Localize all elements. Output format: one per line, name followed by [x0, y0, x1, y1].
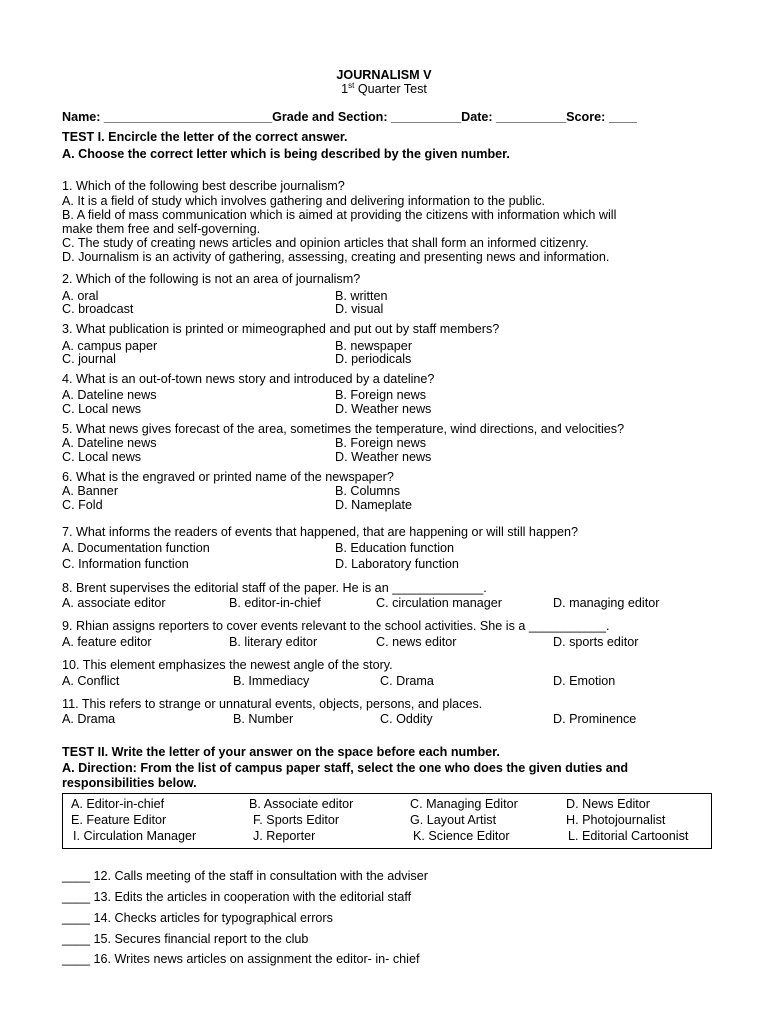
staff-option: C. Managing Editor [410, 797, 518, 811]
q8-option-a: A. associate editor [62, 596, 166, 610]
q7-option-a: A. Documentation function [62, 541, 210, 555]
staff-option: E. Feature Editor [71, 813, 167, 827]
q2-option-d: D. visual [335, 302, 384, 316]
q9-option-a: A. feature editor [62, 635, 152, 649]
test2-heading: TEST II. Write the letter of your answer on the space before each number. [62, 745, 500, 759]
q10-option-d: D. Emotion [553, 674, 616, 688]
q11-option-a: A. Drama [62, 712, 116, 726]
staff-option: H. Photojournalist [566, 813, 666, 827]
q3-option-b: B. newspaper [335, 339, 413, 353]
staff-option: G. Layout Artist [410, 813, 497, 827]
q8-option-b: B. editor-in-chief [229, 596, 321, 610]
q6-option-d: D. Nameplate [335, 498, 412, 512]
question-3: 3. What publication is printed or mimeographed and put out by staff members? [62, 322, 500, 336]
q5-option-a: A. Dateline news [62, 436, 157, 450]
duty-item-15: ____ 15. Secures financial report to the club [62, 932, 309, 946]
q9-option-c: C. news editor [376, 635, 457, 649]
q11-option-c: C. Oddity [380, 712, 433, 726]
q1-option-b: B. A field of mass communication which is aimed at providing the citizens with information which will [62, 208, 617, 222]
question-5: 5. What news gives forecast of the area, sometimes the temperature, wind directions, and velocities? [62, 422, 625, 436]
q7-option-c: C. Information function [62, 557, 189, 571]
q9-option-b: B. literary editor [229, 635, 318, 649]
q10-option-a: A. Conflict [62, 674, 120, 688]
question-11: 11. This refers to strange or unnatural events, objects, persons, and places. [62, 697, 483, 711]
test1-subheading: A. Choose the correct letter which is being described by the given number. [62, 147, 510, 161]
q10-option-b: B. Immediacy [233, 674, 310, 688]
question-7: 7. What informs the readers of events that happened, that are happening or will still happen? [62, 525, 578, 539]
exam-subtitle: 1st Quarter Test [341, 80, 427, 96]
q2-option-b: B. written [335, 289, 388, 303]
q5-option-d: D. Weather news [335, 450, 432, 464]
staff-option: B. Associate editor [249, 797, 354, 811]
staff-option: I. Circulation Manager [73, 829, 197, 843]
q1-option-a: A. It is a field of study which involves gathering and delivering information to the public. [62, 194, 546, 208]
staff-option: K. Science Editor [413, 829, 510, 843]
q6-option-a: A. Banner [62, 484, 119, 498]
q10-option-c: C. Drama [380, 674, 434, 688]
question-6: 6. What is the engraved or printed name of the newspaper? [62, 470, 394, 484]
q11-option-d: D. Prominence [553, 712, 637, 726]
q1-option-c: C. The study of creating news articles and opinion articles that shall form an informed citizenry. [62, 236, 589, 250]
q5-option-c: C. Local news [62, 450, 142, 464]
duty-item-14: ____ 14. Checks articles for typographical errors [62, 911, 333, 925]
duty-item-13: ____ 13. Edits the articles in cooperation with the editorial staff [62, 890, 412, 904]
staff-option: L. Editorial Cartoonist [568, 829, 689, 843]
question-9: 9. Rhian assigns reporters to cover events relevant to the school activities. She is a ___________. [62, 619, 610, 633]
question-2: 2. Which of the following is not an area of journalism? [62, 272, 361, 286]
q3-option-a: A. campus paper [62, 339, 158, 353]
q11-option-b: B. Number [233, 712, 294, 726]
staff-option: D. News Editor [566, 797, 650, 811]
q5-option-b: B. Foreign news [335, 436, 426, 450]
q4-option-d: D. Weather news [335, 402, 432, 416]
q6-option-b: B. Columns [335, 484, 401, 498]
q8-option-c: C. circulation manager [376, 596, 502, 610]
student-info-line: Name: ________________________Grade and Section: __________Date: __________Score: ____ [62, 110, 637, 124]
q6-option-c: C. Fold [62, 498, 103, 512]
question-8: 8. Brent supervises the editorial staff of the paper. He is an _____________. [62, 581, 487, 595]
staff-option: J. Reporter [253, 829, 316, 843]
duty-item-12: ____ 12. Calls meeting of the staff in consultation with the adviser [62, 869, 428, 883]
q2-option-a: A. oral [62, 289, 99, 303]
q2-option-c: C. broadcast [62, 302, 134, 316]
exam-title: JOURNALISM V [336, 68, 432, 82]
staff-option: F. Sports Editor [253, 813, 340, 827]
q8-option-d: D. managing editor [553, 596, 660, 610]
q7-option-d: D. Laboratory function [335, 557, 459, 571]
q4-option-c: C. Local news [62, 402, 142, 416]
test1-heading: TEST I. Encircle the letter of the correct answer. [62, 130, 348, 144]
question-1: 1. Which of the following best describe journalism? [62, 179, 345, 193]
duty-item-16: ____ 16. Writes news articles on assignment the editor- in- chief [62, 952, 420, 966]
question-10: 10. This element emphasizes the newest angle of the story. [62, 658, 393, 672]
q1-option-b-cont: make them free and self-governing. [62, 222, 261, 236]
q1-option-d: D. Journalism is an activity of gathering, assessing, creating and presenting news and information. [62, 250, 610, 264]
staff-option: A. Editor-in-chief [71, 797, 165, 811]
q7-option-b: B. Education function [335, 541, 455, 555]
q4-option-b: B. Foreign news [335, 388, 426, 402]
q4-option-a: A. Dateline news [62, 388, 157, 402]
q3-option-c: C. journal [62, 352, 116, 366]
test2-direction: A. Direction: From the list of campus paper staff, select the one who does the given duties and [62, 761, 629, 775]
test2-direction-cont: responsibilities below. [62, 776, 197, 790]
q9-option-d: D. sports editor [553, 635, 639, 649]
q3-option-d: D. periodicals [335, 352, 412, 366]
question-4: 4. What is an out-of-town news story and introduced by a dateline? [62, 372, 435, 386]
staff-list-box [62, 793, 712, 849]
